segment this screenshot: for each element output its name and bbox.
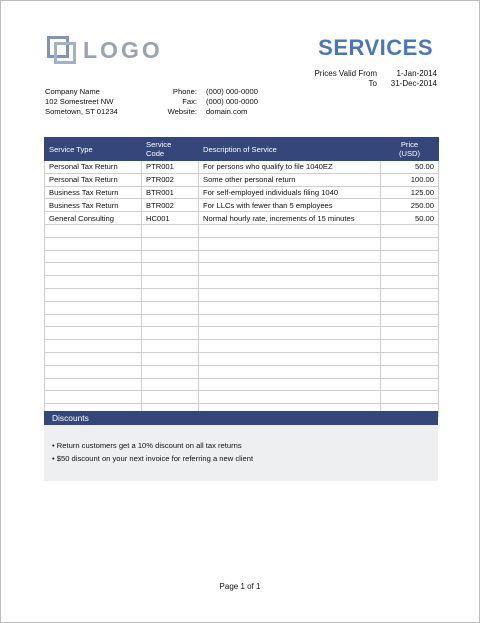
- cell-desc: [199, 237, 381, 250]
- cell-desc: [199, 276, 381, 289]
- cell-desc: [199, 340, 381, 353]
- header-service-type: Service Type: [45, 138, 142, 161]
- cell-code: [142, 237, 199, 250]
- company-info: [45, 87, 118, 117]
- cell-type: [45, 327, 142, 340]
- table-row-empty: [45, 276, 439, 289]
- cell-price: [381, 276, 439, 289]
- phone-value: (000) 000-0000: [206, 87, 258, 96]
- cell-price: 100.00: [381, 173, 439, 186]
- page-number: Page 1 of 1: [219, 582, 261, 591]
- table-row-empty: [45, 263, 439, 276]
- cell-price: [381, 391, 439, 404]
- cell-desc: [199, 301, 381, 314]
- cell-price: [381, 314, 439, 327]
- cell-desc: [199, 391, 381, 404]
- cell-price: [381, 288, 439, 301]
- table-row-empty: [45, 365, 439, 378]
- cell-type: [45, 250, 142, 263]
- website-value: domain.com: [206, 107, 248, 116]
- cell-price: [381, 301, 439, 314]
- cell-type: [45, 365, 142, 378]
- cell-code: [142, 288, 199, 301]
- cell-type: General Consulting: [45, 212, 142, 225]
- table-row-empty: [45, 391, 439, 404]
- header-description: Description of Service: [199, 138, 381, 161]
- cell-type: [45, 340, 142, 353]
- cell-type: [45, 352, 142, 365]
- logo-icon: [47, 36, 77, 64]
- logo: [47, 36, 163, 64]
- cell-code: BTR002: [142, 199, 199, 212]
- cell-desc: [199, 314, 381, 327]
- header-price: Price (USD): [381, 138, 439, 161]
- cell-type: [45, 314, 142, 327]
- table-row-empty: [45, 224, 439, 237]
- cell-desc: [199, 365, 381, 378]
- table-row-empty: [45, 237, 439, 250]
- cell-code: [142, 378, 199, 391]
- cell-desc: [199, 224, 381, 237]
- phone-label: Phone:: [172, 87, 197, 96]
- table-row-empty: [45, 327, 439, 340]
- cell-price: [381, 365, 439, 378]
- table-header-row: [45, 138, 439, 161]
- table-row: [45, 173, 439, 186]
- cell-desc: For persons who qualify to file 1040EZ: [199, 161, 381, 174]
- cell-price: 125.00: [381, 186, 439, 199]
- cell-type: [45, 263, 142, 276]
- cell-code: [142, 301, 199, 314]
- logo-text: LOGO: [83, 36, 163, 63]
- cell-code: PTR002: [142, 173, 199, 186]
- cell-code: [142, 391, 199, 404]
- table-row-empty: [45, 301, 439, 314]
- table-row-empty: [45, 250, 439, 263]
- cell-code: [142, 263, 199, 276]
- cell-desc: [199, 327, 381, 340]
- cell-price: 250.00: [381, 199, 439, 212]
- cell-code: HC001: [142, 212, 199, 225]
- discount-item: • $50 discount on your next invoice for referring a new client: [52, 452, 438, 465]
- cell-price: [381, 237, 439, 250]
- cell-price: [381, 224, 439, 237]
- company-name: Company Name: [45, 87, 100, 96]
- cell-desc: For self-employed individuals filing 1040: [199, 186, 381, 199]
- cell-price: 50.00: [381, 161, 439, 174]
- table-row: [45, 161, 439, 174]
- company-city: Sometown, ST 01234: [45, 107, 118, 116]
- cell-desc: [199, 378, 381, 391]
- cell-type: [45, 378, 142, 391]
- cell-desc: [199, 352, 381, 365]
- cell-desc: Some other personal return: [199, 173, 381, 186]
- cell-type: [45, 237, 142, 250]
- cell-code: [142, 276, 199, 289]
- cell-price: [381, 340, 439, 353]
- services-table: [44, 137, 439, 417]
- cell-type: Business Tax Return: [45, 186, 142, 199]
- table-row: [45, 186, 439, 199]
- cell-code: [142, 340, 199, 353]
- cell-type: [45, 224, 142, 237]
- cell-code: [142, 250, 199, 263]
- table-row-empty: [45, 352, 439, 365]
- discounts-panel: [44, 425, 438, 481]
- cell-type: Personal Tax Return: [45, 173, 142, 186]
- cell-price: [381, 250, 439, 263]
- cell-code: [142, 224, 199, 237]
- cell-code: [142, 365, 199, 378]
- fax-label: Fax:: [182, 97, 197, 106]
- discounts-header: Discounts: [44, 411, 438, 425]
- cell-desc: For LLCs with fewer than 5 employees: [199, 199, 381, 212]
- valid-to-value: 31-Dec-2014: [390, 79, 437, 88]
- company-street: 102 Somestreet NW: [45, 97, 114, 106]
- cell-price: [381, 378, 439, 391]
- cell-price: 50.00: [381, 212, 439, 225]
- cell-type: [45, 301, 142, 314]
- fax-value: (000) 000-0000: [206, 97, 258, 106]
- cell-type: Personal Tax Return: [45, 161, 142, 174]
- table-row-empty: [45, 288, 439, 301]
- contact-values: [206, 87, 258, 117]
- cell-code: [142, 352, 199, 365]
- contact-labels: [141, 87, 197, 117]
- table-row-empty: [45, 340, 439, 353]
- cell-type: Business Tax Return: [45, 199, 142, 212]
- cell-desc: [199, 263, 381, 276]
- valid-to-label: To: [368, 79, 377, 88]
- table-row-empty: [45, 378, 439, 391]
- cell-price: [381, 352, 439, 365]
- table-row-empty: [45, 314, 439, 327]
- cell-desc: [199, 250, 381, 263]
- cell-code: PTR001: [142, 161, 199, 174]
- table-row: [45, 199, 439, 212]
- page-title: SERVICES: [318, 35, 433, 60]
- cell-price: [381, 327, 439, 340]
- cell-desc: [199, 288, 381, 301]
- table-row: [45, 212, 439, 225]
- cell-code: [142, 314, 199, 327]
- cell-code: [142, 327, 199, 340]
- cell-type: [45, 288, 142, 301]
- website-label: Website:: [167, 107, 197, 116]
- valid-from-value: 1-Jan-2014: [396, 69, 437, 78]
- cell-code: BTR001: [142, 186, 199, 199]
- cell-desc: Normal hourly rate, increments of 15 minutes: [199, 212, 381, 225]
- cell-type: [45, 391, 142, 404]
- cell-type: [45, 276, 142, 289]
- valid-from-label: Prices Valid From: [314, 69, 377, 78]
- discount-item: • Return customers get a 10% discount on all tax returns: [52, 439, 438, 452]
- cell-price: [381, 263, 439, 276]
- header-service-code: Service Code: [142, 138, 199, 161]
